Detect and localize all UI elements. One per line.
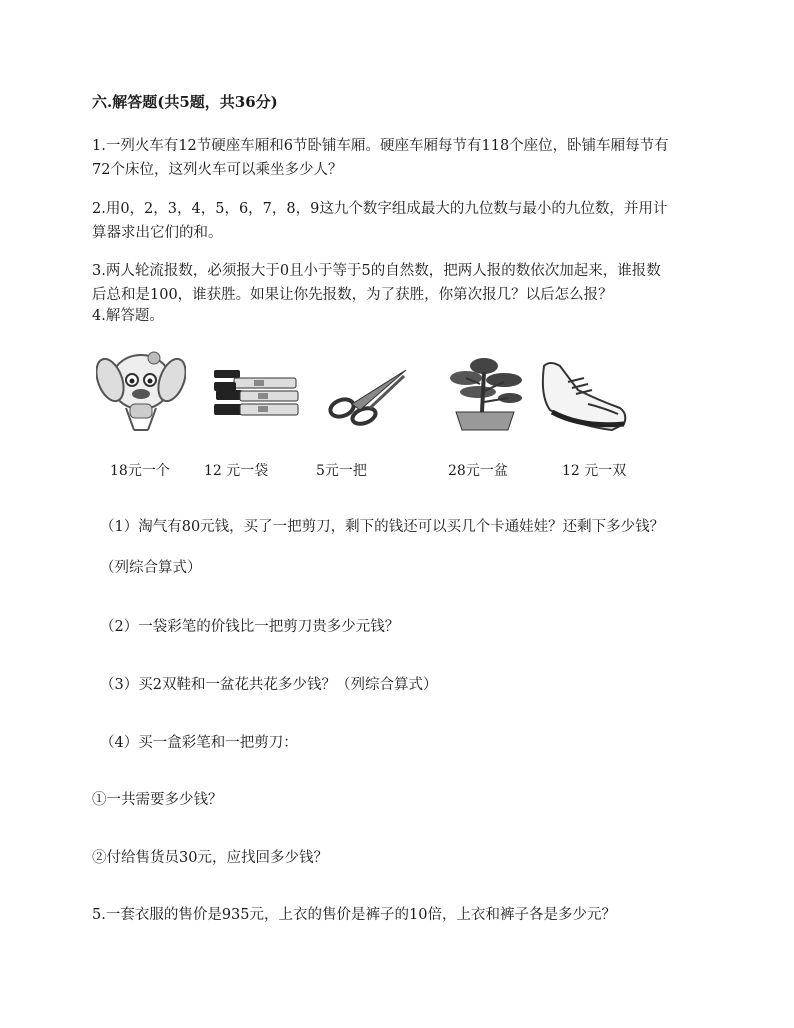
price-scissors: 5元一把 [316,463,367,479]
scissors-icon [326,366,410,426]
question-1-line-1: 1.一列火车有12节硬座车厢和6节卧铺车厢。硬座车厢每节有118个座位，卧铺车厢每节有 [92,138,669,154]
question-1-line-2: 72个床位，这列火车可以乘坐多少人？ [92,162,343,178]
question-5: 5.一套衣服的售价是935元，上衣的售价是裤子的10倍，上衣和裤子各是多少元？ [92,907,616,923]
question-4-title: 4.解答题。 [92,308,164,324]
subquestion-1-line-2: （列综合算式） [100,560,202,576]
subquestion-4-part-b: ②付给售货员30元，应找回多少钱？ [92,850,328,866]
price-markers: 12 元一袋 [204,463,269,479]
subquestion-3: （3）买2双鞋和一盆花共花多少钱？（列综合算式） [100,677,438,693]
section-title: 六.解答题(共5题，共36分) [92,93,278,111]
question-3-line-1: 3.两人轮流报数，必须报大于0且小于等于5的自然数，把两人报的数依次加起来，谁报数 [92,263,661,279]
sneaker-icon [538,356,630,434]
question-2-line-1: 2.用0，2，3，4，5，6，7，8，9这九个数字组成最大的九位数与最小的九位数，并用计 [92,201,668,217]
subquestion-4-part-a: ①一共需要多少钱？ [92,792,223,808]
subquestion-2: （2）一袋彩笔的价钱比一把剪刀贵多少元钱？ [100,619,400,635]
marker-pens-icon [210,368,302,420]
subquestion-4: （4）买一盒彩笔和一把剪刀： [100,735,298,751]
question-3-line-2: 后总和是100，谁获胜。如果让你先报数，为了获胜，你第次报几？以后怎么报？ [92,287,613,303]
price-doll: 18元一个 [110,463,170,479]
subquestion-1-line-1: （1）淘气有80元钱，买了一把剪刀，剩下的钱还可以买几个卡通娃娃？还剩下多少钱？ [100,519,665,535]
price-bonsai: 28元一盆 [448,463,508,479]
question-2-line-2: 算器求出它们的和。 [92,225,223,241]
price-sneaker: 12 元一双 [562,463,627,479]
cartoon-doll-icon [96,342,186,434]
bonsai-plant-icon [444,352,526,434]
